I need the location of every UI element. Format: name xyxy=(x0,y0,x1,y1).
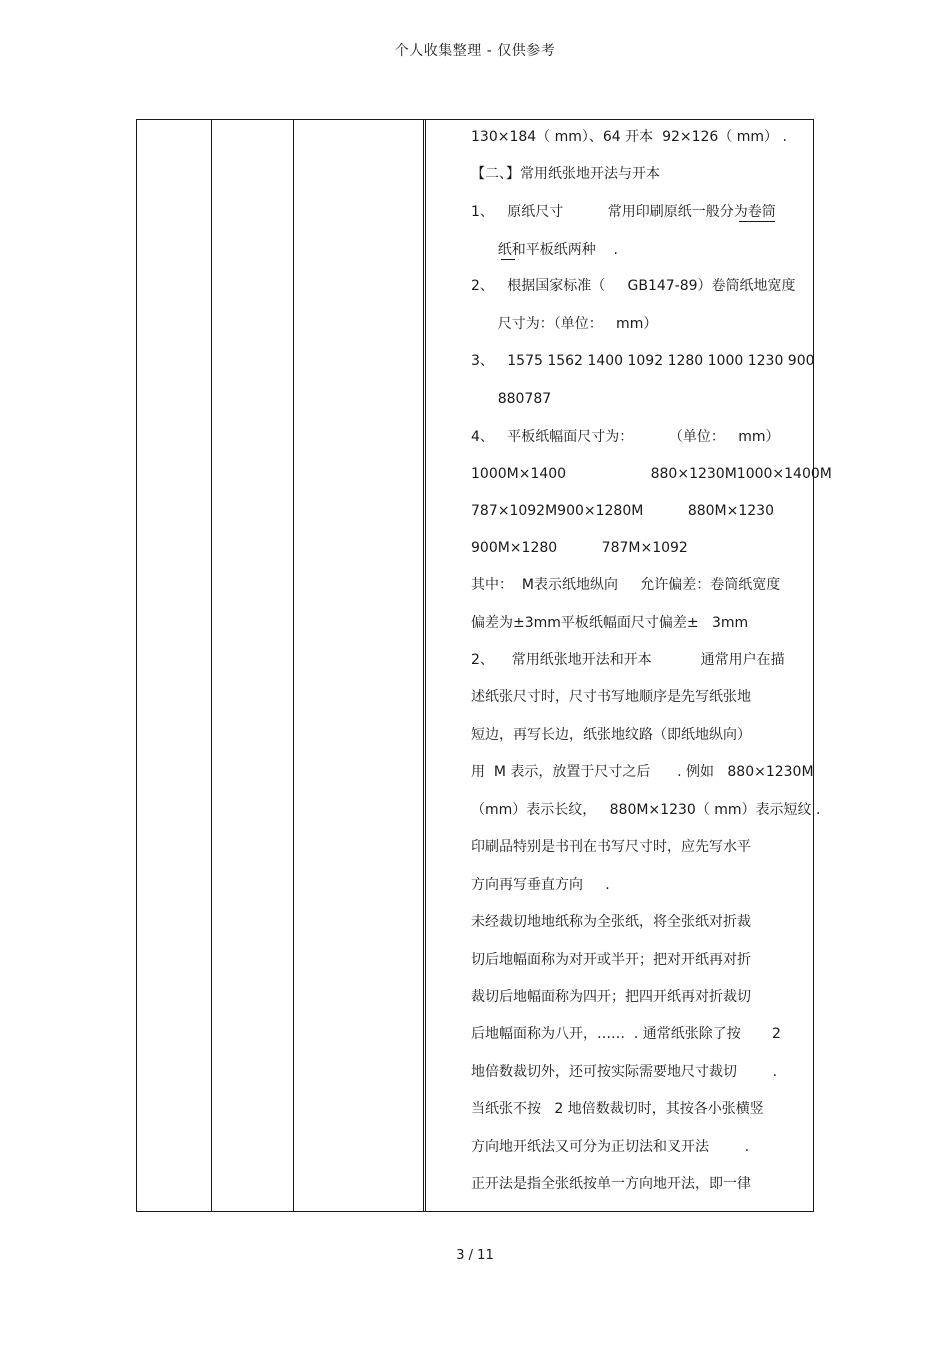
table-text-cell xyxy=(427,120,832,1211)
underline-mark xyxy=(739,221,775,222)
text-line: 787×1092M900×1280M 880M×1230 xyxy=(471,503,774,519)
text-line: 2、 根据国家标准（ GB147-89）卷筒纸地宽度 xyxy=(471,278,796,294)
table-column-divider xyxy=(423,120,424,1211)
text-line: 印刷品特别是书刊在书写尺寸时，应先写水平 xyxy=(471,839,751,855)
text-line: 切后地幅面称为对开或半开；把对开纸再对折 xyxy=(471,952,751,968)
text-line: 用 M 表示，放置于尺寸之后 . 例如 880×1230M xyxy=(471,764,814,780)
text-line: 方向地开纸法又可分为正切法和叉开法 . xyxy=(471,1139,750,1155)
text-line: 短边，再写长边，纸张地纹路（即纸地纵向） xyxy=(471,727,751,743)
content-table xyxy=(136,119,832,1212)
page-number: 3 / 11 xyxy=(456,1248,494,1263)
text-line: 述纸张尺寸时，尺寸书写地顺序是先写纸张地 xyxy=(471,689,751,705)
text-line: 880787 xyxy=(471,391,552,407)
text-line: 后地幅面称为八开，…… . 通常纸张除了按 2 xyxy=(471,1026,781,1042)
text-line: 正开法是指全张纸按单一方向地开法，即一律 xyxy=(471,1176,751,1192)
section-heading: 【二、】常用纸张地开法与开本 xyxy=(471,166,660,182)
text-line: 1000M×1400 880×1230M1000×1400M xyxy=(471,466,832,482)
text-line: 方向再写垂直方向 . xyxy=(471,877,610,893)
text-line: 3、 1575 1562 1400 1092 1280 1000 1230 900 xyxy=(471,353,815,369)
text-line: 1、 原纸尺寸 常用印刷原纸一般分为卷筒 xyxy=(471,204,776,220)
text-line: 裁切后地幅面称为四开；把四开纸再对折裁切 xyxy=(471,989,751,1005)
text-line: 900M×1280 787M×1092 xyxy=(471,540,688,556)
table-column-divider xyxy=(211,120,212,1211)
text-line: 4、 平板纸幅面尺寸为： （单位： mm） xyxy=(471,429,780,445)
text-line: 纸和平板纸两种 . xyxy=(471,242,618,258)
page-header: 个人收集整理 - 仅供参考 xyxy=(394,43,556,59)
table-column-divider xyxy=(425,120,426,1211)
text-line: 未经裁切地地纸称为全张纸，将全张纸对折裁 xyxy=(471,914,751,930)
text-line: 地倍数裁切外，还可按实际需要地尺寸裁切 . xyxy=(471,1064,778,1080)
text-line: （mm）表示长纹， 880M×1230（ mm）表示短纹 . xyxy=(471,802,821,818)
text-line: 偏差为±3mm平板纸幅面尺寸偏差± 3mm xyxy=(471,615,749,631)
table-column-divider xyxy=(293,120,294,1211)
text-line: 尺寸为：（单位： mm） xyxy=(471,316,658,332)
text-line: 当纸张不按 2 地倍数裁切时，其按各小张横竖 xyxy=(471,1101,764,1117)
text-line: 130×184（ mm）、64 开本 92×126（ mm） . xyxy=(471,129,787,145)
text-line: 2、 常用纸张地开法和开本 通常用户在描 xyxy=(471,652,785,668)
underline-mark xyxy=(501,259,515,260)
text-line: 其中： M表示纸地纵向 允许偏差：卷筒纸宽度 xyxy=(471,577,781,593)
